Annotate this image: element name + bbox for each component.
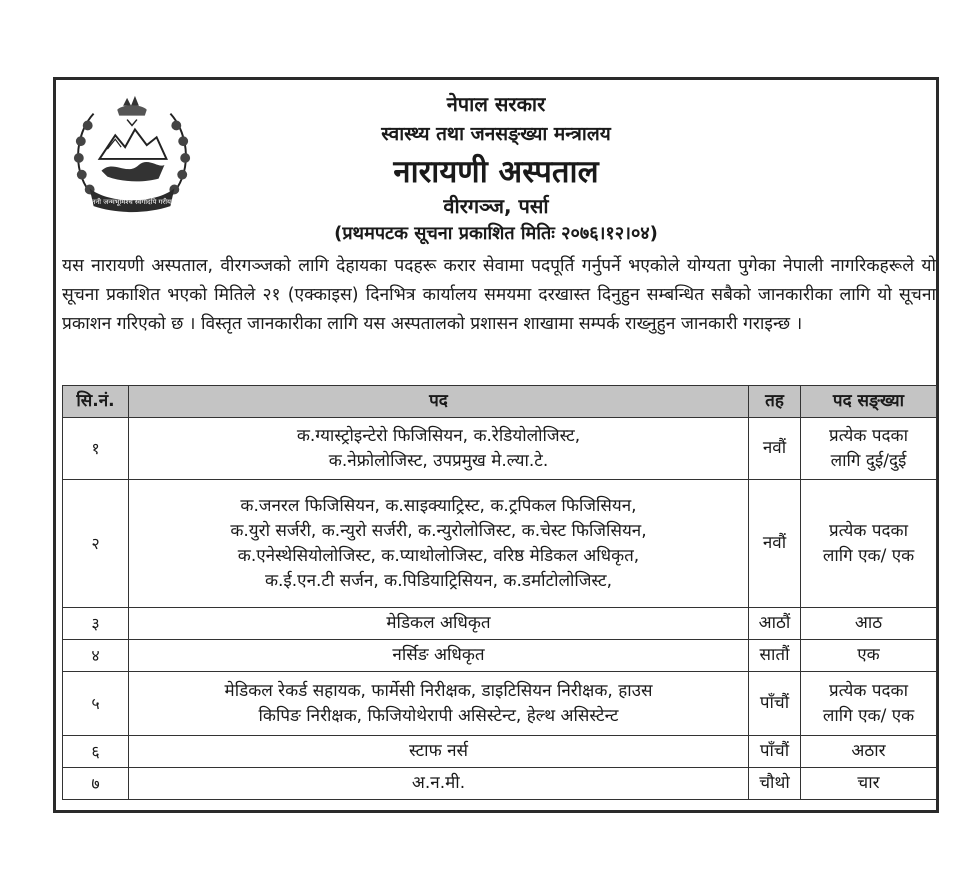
post-line: मेडिकल अधिकृत	[386, 613, 491, 633]
post-names	[129, 418, 749, 480]
post-level: सातौं	[749, 640, 801, 672]
count-line: लागि एक/ एक	[822, 545, 915, 566]
post-names	[129, 640, 749, 672]
post-level: पाँचौं	[749, 736, 801, 768]
serial-number: ३	[63, 608, 129, 640]
column-header-level: तह	[749, 386, 801, 418]
count-line: प्रत्येक पदका	[828, 425, 909, 446]
post-line: क.एनेस्थेसियोलोजिस्ट, क.प्याथोलोजिस्ट, वरिष्ठ मेडिकल अधिकृत,	[237, 545, 640, 566]
vacancy-table	[62, 385, 937, 800]
government-title: नेपाल सरकार	[446, 92, 546, 116]
table-row	[63, 418, 937, 480]
table-row	[63, 672, 937, 736]
post-line: क.ग्यास्ट्रोइन्टेरो फिजिसियन, क.रेडियोलोजिस्ट,	[296, 425, 581, 446]
serial-number: ६	[63, 736, 129, 768]
column-header-sn: सि.नं.	[63, 386, 129, 418]
post-count	[801, 418, 937, 480]
count-line: लागि एक/ एक	[822, 705, 915, 726]
svg-text:जननी जन्मभूमिश्च स्वर्गादपि गर: जननी जन्मभूमिश्च स्वर्गादपि गरीयसी	[86, 198, 178, 207]
post-line: क.युरो सर्जरी, क.न्युरो सर्जरी, क.न्युरोलोजिस्ट, क.चेस्ट फिजिसियन,	[230, 520, 647, 541]
post-level: पाँचौं	[749, 672, 801, 736]
table-header-row	[63, 386, 937, 418]
column-header-post: पद	[129, 386, 749, 418]
ministry-title: स्वास्थ्य तथा जनसङ्ख्या मन्त्रालय	[381, 123, 611, 145]
post-names	[129, 480, 749, 608]
count-line: आठ	[854, 613, 883, 633]
serial-number: १	[63, 418, 129, 480]
post-level: नवौं	[749, 480, 801, 608]
post-names	[129, 608, 749, 640]
post-count	[801, 608, 937, 640]
serial-number: ७	[63, 768, 129, 800]
table-row	[63, 768, 937, 800]
count-line: प्रत्येक पदका	[828, 680, 909, 701]
table-row	[63, 480, 937, 608]
count-line: चार	[857, 773, 880, 793]
publish-date: (प्रथमपटक सूचना प्रकाशित मितिः २०७६।१२।०४)	[334, 223, 658, 244]
post-count	[801, 480, 937, 608]
serial-number: ५	[63, 672, 129, 736]
notice-paragraph: यस नारायणी अस्पताल, वीरगञ्जको लागि देहायका पदहरू करार सेवामा पदपूर्ति गर्नुपर्ने भएकोले योग्यता पुगेका नेपाली नागरिकहरूले यो सूचना प्रकाशित भएको मितिले २१ (एक्काइस) दिनभित्र कार्यालय समयमा दरखास्त दिनुहुन सम्बन्धित सबैको जानकारीका लागि यो सूचना प्रकाशन गरिएको छ । विस्तृत जानकारीका लागि यस अस्पतालको प्रशासन शाखामा सम्पर्क राख्नुहुन जानकारी गराइन्छ ।	[62, 256, 936, 334]
post-line: नर्सिङ अधिकृत	[392, 645, 485, 665]
serial-number: ४	[63, 640, 129, 672]
post-names	[129, 736, 749, 768]
post-line: क.जनरल फिजिसियन, क.साइक्याट्रिस्ट, क.ट्रपिकल फिजिसियन,	[240, 495, 637, 516]
hospital-location: वीरगञ्ज, पर्सा	[443, 194, 549, 218]
post-line: स्टाफ नर्स	[408, 741, 469, 761]
post-line: क.ई.एन.टी सर्जन, क.पिडियाट्रिसियन, क.डर्माटोलोजिस्ट,	[264, 570, 613, 591]
post-names	[129, 768, 749, 800]
vacancy-notice	[53, 77, 939, 813]
post-level: आठौं	[749, 608, 801, 640]
post-count	[801, 672, 937, 736]
post-level: नवौं	[749, 418, 801, 480]
post-count	[801, 640, 937, 672]
post-level: चौथो	[749, 768, 801, 800]
table-row	[63, 608, 937, 640]
post-count	[801, 736, 937, 768]
count-line: प्रत्येक पदका	[828, 520, 909, 541]
hospital-title: नारायणी अस्पताल	[393, 154, 599, 190]
post-line: मेडिकल रेकर्ड सहायक, फार्मेसी निरीक्षक, डाइटिसियन निरीक्षक, हाउस	[224, 680, 653, 701]
post-line: किपिङ निरीक्षक, फिजियोथेरापी असिस्टेन्ट, हेल्थ असिस्टेन्ट	[258, 705, 619, 726]
table-row	[63, 640, 937, 672]
post-names	[129, 672, 749, 736]
count-line: एक	[857, 645, 880, 665]
post-line: अ.न.मी.	[411, 773, 466, 793]
post-line: क.नेफ्रोलोजिस्ट, उपप्रमुख मे.ल्या.टे.	[328, 450, 549, 471]
post-count	[801, 768, 937, 800]
count-line: अठार	[851, 741, 886, 761]
count-line: लागि दुई/दुई	[830, 450, 907, 471]
serial-number: २	[63, 480, 129, 608]
table-row	[63, 736, 937, 768]
column-header-count: पद सङ्ख्या	[801, 386, 937, 418]
